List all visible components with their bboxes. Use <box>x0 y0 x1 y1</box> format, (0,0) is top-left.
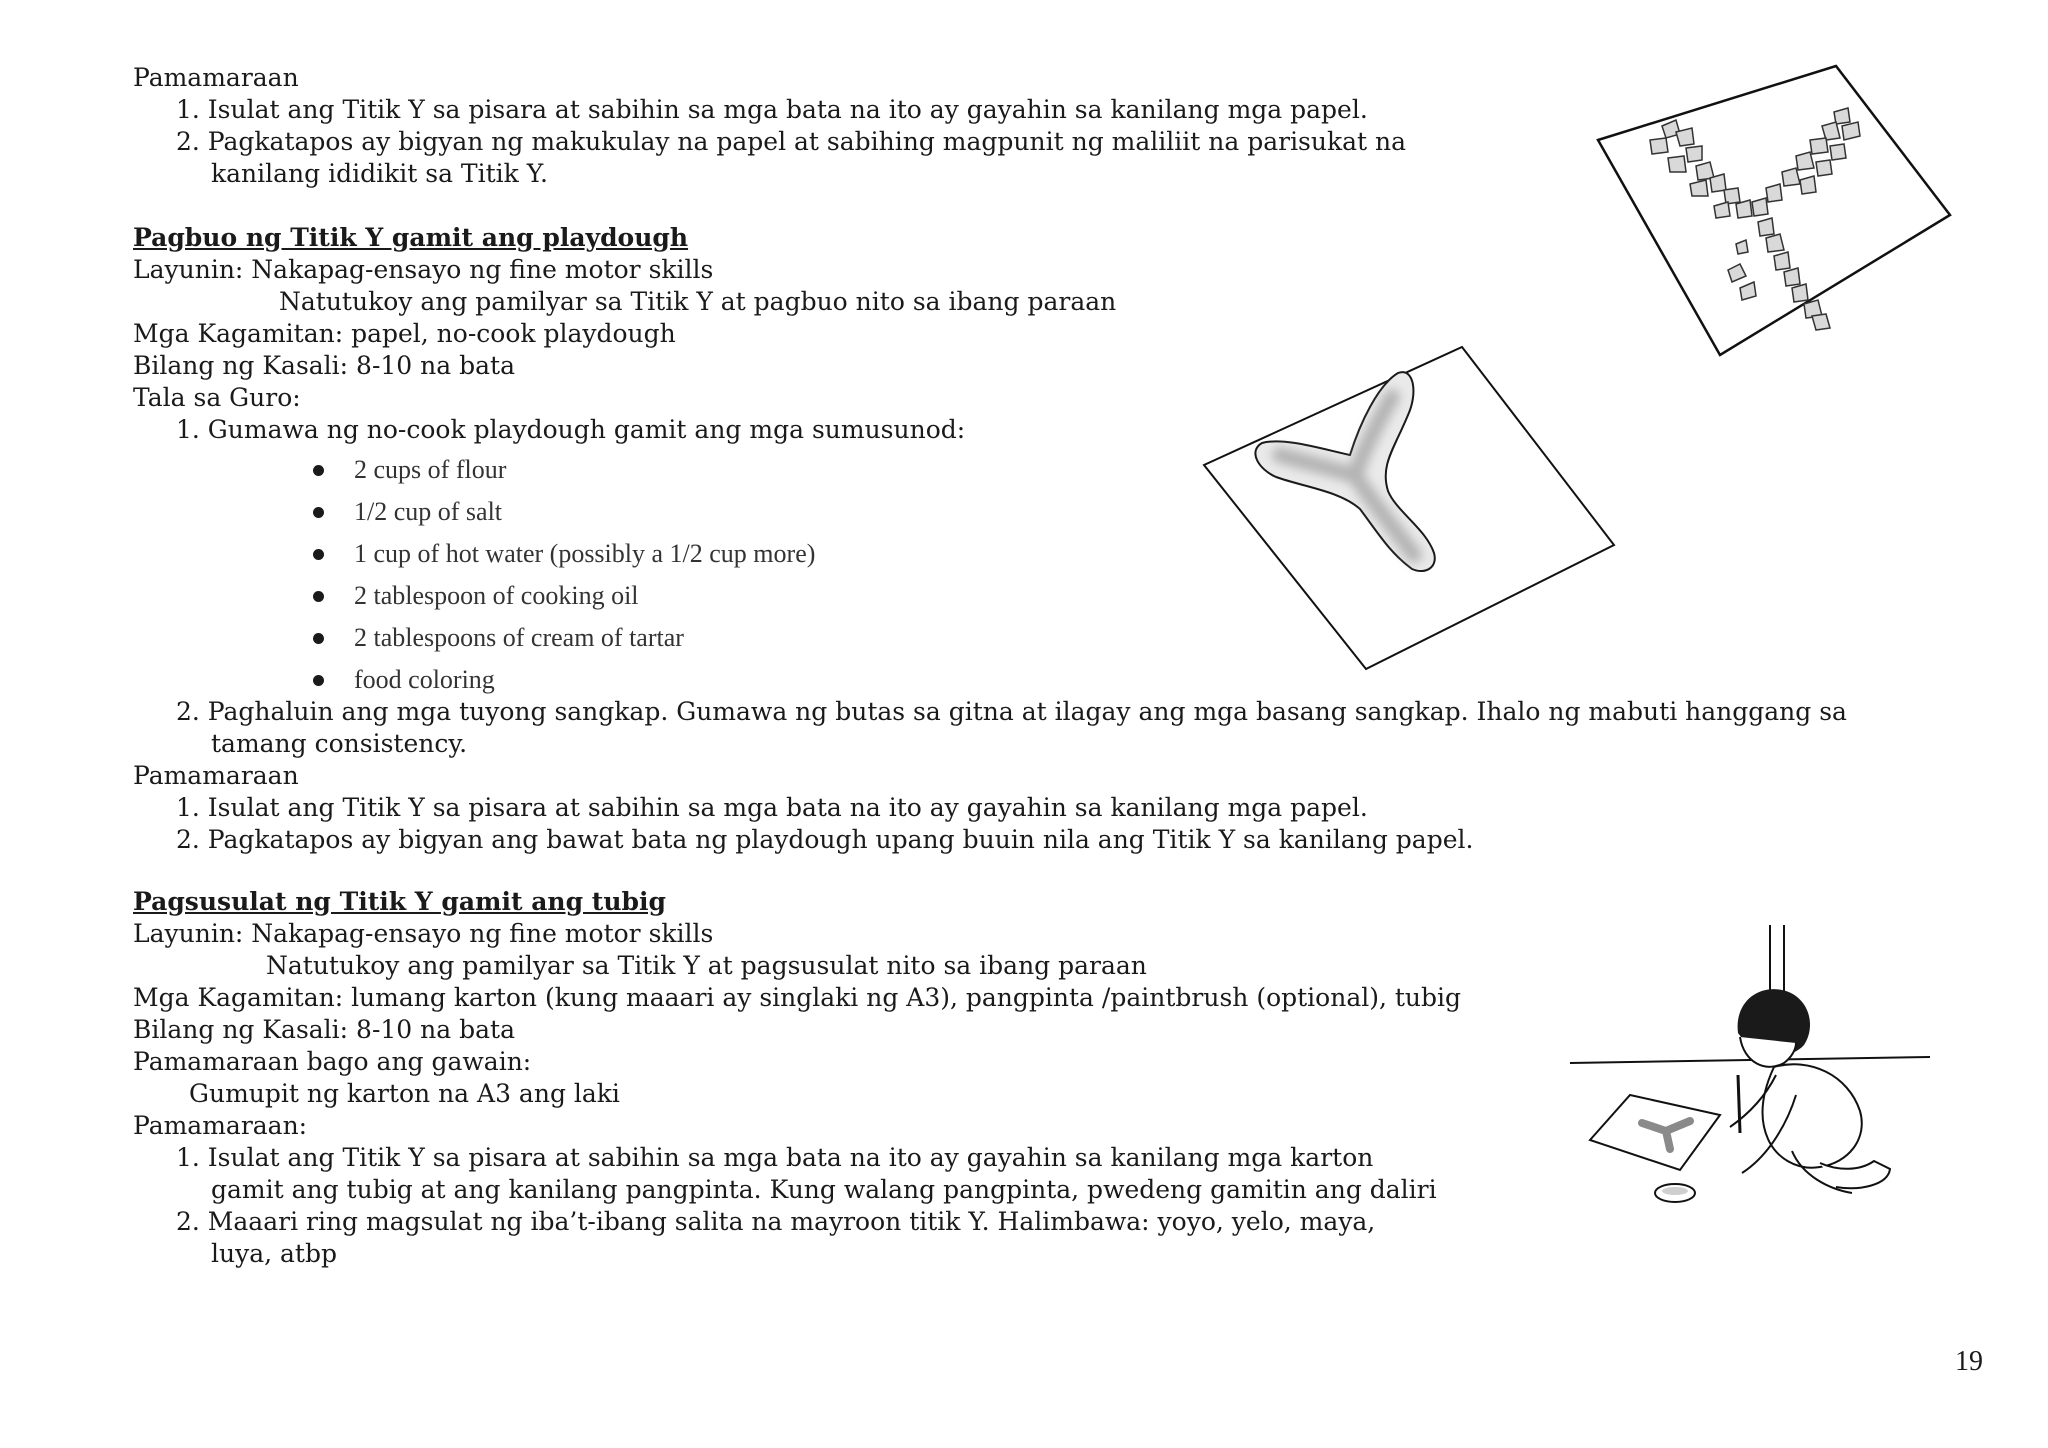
pamamaraan-step-2: 2. Pagkatapos ay bigyan ang bawat bata ng playdough upang buuin nila ang Titik Y sa kanilang papel. <box>176 825 1474 854</box>
tubig-step-2-continuation: luya, atbp <box>211 1239 337 1268</box>
step-2-text: 2. Pagkatapos ay bigyan ng makukulay na papel at sabihing magpunit ng maliliit na parisukat na <box>176 127 1407 156</box>
pamamaraan-heading: Pamamaraan <box>133 63 299 92</box>
ingredient-item: food coloring <box>354 665 495 694</box>
bullet-icon <box>313 465 324 476</box>
bullet-icon <box>313 675 324 686</box>
kasali-line: Bilang ng Kasali: 8-10 na bata <box>133 351 515 380</box>
pamamaraan-step-1: 1. Isulat ang Titik Y sa pisara at sabihin sa mga bata na ito ay gayahin sa kanilang mga papel. <box>176 793 1368 822</box>
bullet-icon <box>313 591 324 602</box>
playdough-letter-y-illustration <box>1200 345 1620 675</box>
paper-mosaic-letter-y-illustration <box>1590 60 1960 360</box>
step-1-text: 1. Isulat ang Titik Y sa pisara at sabihin sa mga bata na ito ay gayahin sa kanilang mga papel. <box>176 95 1368 124</box>
playdough-step-2-continuation: tamang consistency. <box>211 729 468 758</box>
kasali-line-3: Bilang ng Kasali: 8-10 na bata <box>133 1015 515 1044</box>
tubig-step-2: 2. Maaari ring magsulat ng iba’t-ibang salita na mayroon titik Y. Halimbawa: yoyo, yelo, maya, <box>176 1207 1376 1236</box>
ingredient-item: 2 tablespoon of cooking oil <box>354 581 639 610</box>
kagamitan-line-3: Mga Kagamitan: lumang karton (kung maaari ay singlaki ng A3), pangpinta /paintbrush (optional), tubig <box>133 983 1462 1012</box>
tubig-step-1-continuation: gamit ang tubig at ang kanilang pangpinta. Kung walang pangpinta, pwedeng gamitin ang daliri <box>211 1175 1437 1204</box>
pamamaraan-heading-2: Pamamaraan <box>133 761 299 790</box>
step-2-continuation: kanilang ididikit sa Titik Y. <box>211 159 548 188</box>
pamamaraan-heading-3: Pamamaraan: <box>133 1111 308 1140</box>
tubig-step-1: 1. Isulat ang Titik Y sa pisara at sabihin sa mga bata na ito ay gayahin sa kanilang mga karton <box>176 1143 1374 1172</box>
section-title-tubig: Pagsusulat ng Titik Y gamit ang tubig <box>133 887 666 916</box>
layunin-line-3: Layunin: Nakapag-ensayo ng fine motor skills <box>133 919 714 948</box>
bago-ang-gawain-line: Pamamaraan bago ang gawain: <box>133 1047 532 1076</box>
tala-line: Tala sa Guro: <box>133 383 301 412</box>
layunin-line: Layunin: Nakapag-ensayo ng fine motor skills <box>133 255 714 284</box>
ingredient-item: 2 tablespoons of cream of tartar <box>354 623 684 652</box>
page-number: 19 <box>1955 1346 1983 1377</box>
layunin-line-2: Natutukoy ang pamilyar sa Titik Y at pagbuo nito sa ibang paraan <box>279 287 1117 316</box>
playdough-step-1: 1. Gumawa ng no-cook playdough gamit ang mga sumusunod: <box>176 415 966 444</box>
ingredient-item: 1/2 cup of salt <box>354 497 503 526</box>
child-painting-with-water-illustration <box>1570 925 1940 1225</box>
gumupit-line: Gumupit ng karton na A3 ang laki <box>189 1079 620 1108</box>
bullet-icon <box>313 633 324 644</box>
playdough-step-2: 2. Paghaluin ang mga tuyong sangkap. Gumawa ng butas sa gitna at ilagay ang mga basang sangkap. Ihalo ng mabuti hanggang sa <box>176 697 1847 726</box>
layunin-line-3b: Natutukoy ang pamilyar sa Titik Y at pagsusulat nito sa ibang paraan <box>266 951 1147 980</box>
kagamitan-line: Mga Kagamitan: papel, no-cook playdough <box>133 319 676 348</box>
section-title-playdough: Pagbuo ng Titik Y gamit ang playdough <box>133 223 689 252</box>
bullet-icon <box>313 507 324 518</box>
ingredient-item: 2 cups of flour <box>354 455 507 484</box>
ingredient-item: 1 cup of hot water (possibly a 1/2 cup more) <box>354 539 816 568</box>
bullet-icon <box>313 549 324 560</box>
